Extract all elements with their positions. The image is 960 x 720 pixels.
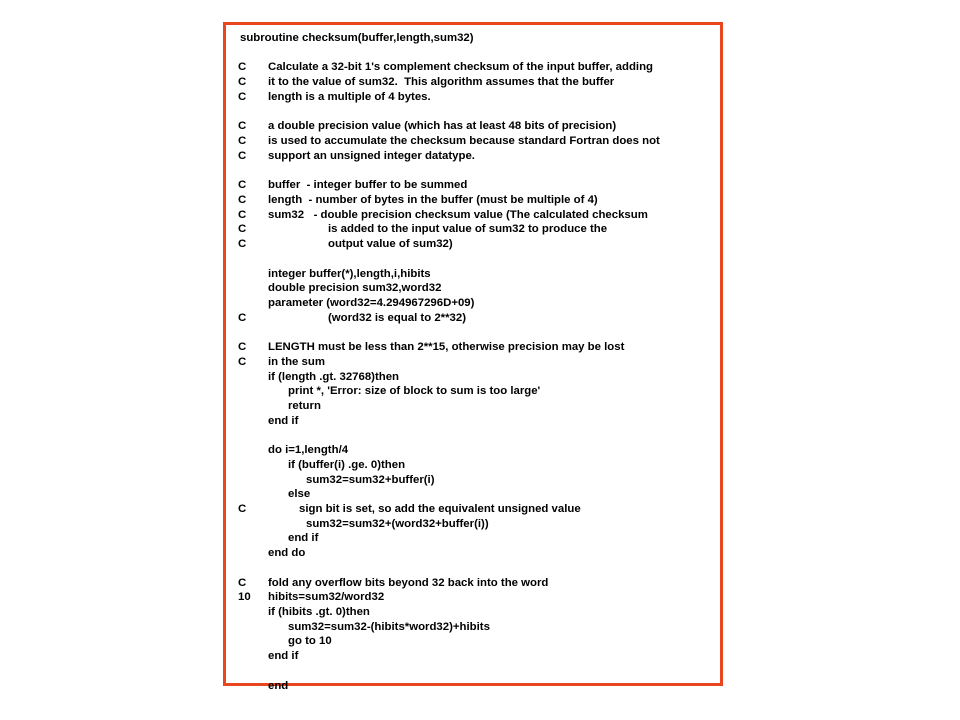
line-text: integer buffer(*),length,i,hibits xyxy=(268,267,431,280)
line-text: return xyxy=(288,399,321,412)
slide-frame xyxy=(223,22,723,692)
line-label: C xyxy=(238,135,247,148)
line-label: C xyxy=(238,90,247,103)
line-text: hibits=sum32/word32 xyxy=(268,591,385,604)
line-label: C xyxy=(238,120,247,133)
line-text: it to the value of sum32. This algorithm assumes that the buffer xyxy=(268,76,615,89)
line-text: end do xyxy=(268,547,306,560)
line-label: C xyxy=(238,311,247,324)
line-text: print *, 'Error: size of block to sum is too large' xyxy=(288,385,541,398)
line-text: sum32=sum32-(hibits*word32)+hibits xyxy=(288,620,490,633)
line-label: C xyxy=(238,61,247,74)
line-text: is used to accumulate the checksum because standard Fortran does not xyxy=(268,135,660,148)
line-label: C xyxy=(238,208,247,221)
line-label: 10 xyxy=(238,591,251,604)
line-text: end if xyxy=(268,650,299,663)
line-label: C xyxy=(238,76,247,89)
line-text: end xyxy=(268,679,289,692)
line-text: end if xyxy=(268,414,299,427)
line-text: sign bit is set, so add the equivalent unsigned value xyxy=(299,503,581,515)
line-label: C xyxy=(238,576,247,589)
line-text: end if xyxy=(288,532,319,545)
line-text: (word32 is equal to 2**32) xyxy=(328,311,466,324)
line-text: fold any overflow bits beyond 32 back into the word xyxy=(268,576,549,589)
line-text: sum32=sum32+buffer(i) xyxy=(306,473,435,486)
line-text: subroutine checksum(buffer,length,sum32) xyxy=(240,32,474,44)
line-text: go to 10 xyxy=(288,635,332,648)
line-text: support an unsigned integer datatype. xyxy=(268,149,475,162)
line-text: if (length .gt. 32768)then xyxy=(268,370,400,383)
line-label: C xyxy=(238,238,247,251)
line-text: LENGTH must be less than 2**15, otherwise precision may be lost xyxy=(268,341,625,354)
line-label: C xyxy=(238,193,247,206)
line-label: C xyxy=(238,341,247,354)
line-text: parameter (word32=4.294967296D+09) xyxy=(268,296,475,309)
line-label: C xyxy=(238,223,247,236)
line-text: Calculate a 32-bit 1's complement checksum of the input buffer, adding xyxy=(268,61,654,74)
line-text: double precision sum32,word32 xyxy=(268,282,442,295)
line-text: sum32=sum32+(word32+buffer(i)) xyxy=(306,517,489,530)
line-text: output value of sum32) xyxy=(328,238,453,251)
line-label: C xyxy=(238,355,247,368)
line-label: C xyxy=(238,149,247,162)
line-text: do i=1,length/4 xyxy=(268,444,349,457)
line-label: C xyxy=(238,179,247,192)
line-text: sum32 - double precision checksum value (The calculated checksum xyxy=(268,208,648,221)
line-text: if (hibits .gt. 0)then xyxy=(268,606,370,619)
line-text: in the sum xyxy=(268,355,325,368)
line-text: length is a multiple of 4 bytes. xyxy=(268,90,431,103)
line-text: is added to the input value of sum32 to produce the xyxy=(328,223,608,236)
line-text: length - number of bytes in the buffer (must be multiple of 4) xyxy=(268,193,598,206)
line-text: a double precision value (which has at least 48 bits of precision) xyxy=(268,120,617,133)
line-text: else xyxy=(288,488,311,501)
line-label: C xyxy=(238,503,247,515)
line-text: buffer - integer buffer to be summed xyxy=(268,179,468,192)
line-text: if (buffer(i) .ge. 0)then xyxy=(288,458,406,471)
